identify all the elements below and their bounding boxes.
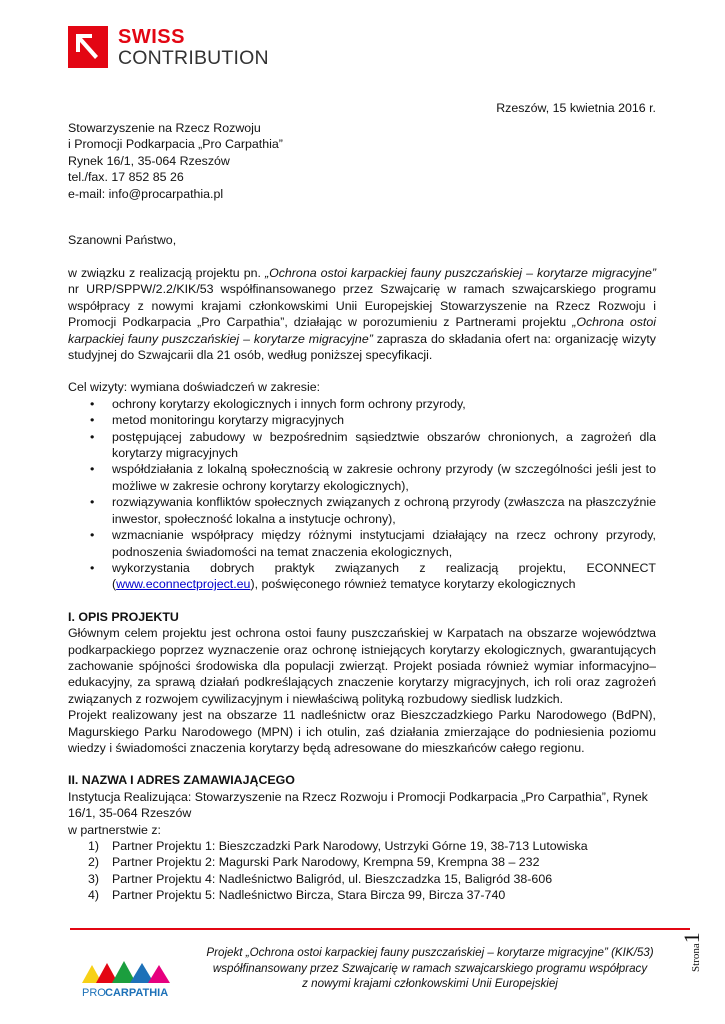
logo-swiss-text: SWISS [118, 26, 185, 48]
bullet-icon: • [90, 495, 95, 510]
project-title: „Ochrona ostoi karpackiej fauny puszczańskiej – korytarze migracyjne” [68, 315, 657, 346]
section-paragraph: Głównym celem projektu jest ochrona ostoi fauny puszczańskiej w Karpatach na obszarze województwa podkarpackiego poprzez wyznaczenie oraz ochronę istniejących korytarzy ekologicznych, gwarantujących zachowanie spójności środowiska dla populacji zwierząt. Projekt posiada również wymiar informacyjno–edukacyjny, za sprawą działań podkreślających znaczenie korytarzy migracyjnych, ich roli oraz zagrożeń związanych z rozwojem cywilizacyjnym i niewłaściwą polityką rozbudowy siedlisk ludzkich. [68, 626, 656, 706]
section-paragraph: Projekt realizowany jest na obszarze 11 nadleśnictw oraz Bieszczadzkiego Parku Narodowego (BdPN), Magurskiego Parku Narodowego (MPN) i ich otulin, zaś działania zmierzające do podniesienia poziomu wiedzy i świadomości znaczenia korytarzy będą adresowane do mieszkańców całego regionu. [68, 708, 656, 755]
footer-divider [70, 928, 690, 930]
sender-line: Rynek 16/1, 35-064 Rzeszów [68, 153, 230, 168]
list-item: • ochrony korytarzy ekologicznych i innych form ochrony przyrody, [90, 396, 466, 411]
list-item: • rozwiązywania konfliktów społecznych związanych z ochroną przyrody (zwłaszcza na płaszczyźnie inwestor, społeczność lokalna a instytucje ochrony), [90, 495, 656, 526]
partners-list [68, 838, 656, 904]
page-label: Strona [690, 943, 702, 972]
footer-line: współfinansowany przez Szwajcarię w ramach szwajcarskiego programu współpracy [212, 961, 648, 975]
letter-body [68, 265, 656, 904]
bullet-icon: • [90, 560, 95, 575]
sender-email: e-mail: info@procarpathia.pl [68, 186, 224, 201]
list-item: 3) Partner Projektu 4: Nadleśnictwo Baligród, ul. Bieszczadzka 15, Baligród 38-606 [88, 871, 553, 886]
section-paragraph: w partnerstwie z: [68, 822, 161, 837]
footer-note [190, 945, 670, 992]
goal-heading: Cel wizyty: wymiana doświadczeń w zakresie: [68, 380, 321, 395]
econnect-link[interactable]: www.econnectproject.eu [116, 577, 251, 592]
project-title: „Ochrona ostoi karpackiej fauny puszczańskiej – korytarze migracyjne” [264, 266, 656, 280]
list-item: • metod monitoringu korytarzy migracyjnych [90, 413, 345, 428]
sender-line: tel./fax. 17 852 85 26 [68, 170, 184, 185]
list-item: • postępującej zabudowy w bezpośrednim sąsiedztwie obszarów chronionych, a zagrożeń dla korytarzy migracyjnych [90, 429, 656, 461]
list-item: 4) Partner Projektu 5: Nadleśnictwo Bircza, Stara Bircza 99, Bircza 37-740 [88, 888, 506, 903]
swiss-cross-icon [68, 26, 108, 68]
list-item: 1) Partner Projektu 1: Bieszczadzki Park Narodowy, Ustrzyki Górne 19, 38-713 Lutowiska [88, 839, 588, 853]
sender-address [68, 120, 283, 202]
list-item: • wzmacnianie współpracy między różnymi instytucjami działający na rzecz ochrony przyrody, podnoszenia świadomości na temat znaczenia ekologicznych, [90, 528, 656, 559]
letter-date: Rzeszów, 15 kwietnia 2016 r. [496, 101, 656, 115]
goal-list [68, 396, 656, 593]
logo-pro-text: PRO [82, 987, 106, 999]
bullet-icon: • [90, 429, 95, 444]
swiss-contribution-logo [68, 26, 269, 68]
list-item: • wykorzystania dobrych praktyk związanych z realizacją projektu, ECONNECT (www.econnectproject.eu), poświęconego również tematyce korytarzy ekologicznych [90, 560, 656, 592]
section-heading: I. OPIS PROJEKTU [68, 609, 179, 624]
section-heading: II. NAZWA I ADRES ZAMAWIAJĄCEGO [68, 773, 295, 788]
bullet-icon: • [90, 462, 95, 477]
footer-line: Projekt „Ochrona ostoi karpackiej fauny puszczańskiej – korytarze migracyjne” (KIK/53) [206, 946, 654, 959]
pro-carpathia-logo [78, 955, 178, 1000]
list-item: 2) Partner Projektu 2: Magurski Park Narodowy, Krempna 59, Krempna 38 – 232 [88, 855, 540, 870]
intro-paragraph: w związku z realizacją projektu pn. „Ochrona ostoi karpackiej fauny puszczańskiej – korytarze migracyjne” nr URP/SPPW/2.2/KIK/53 współfinansowanego przez Szwajcarię w ramach szwajcarskiego programu współpracy z nowymi krajami członkowskimi Unii Europejskiej Stowarzyszenie na Rzecz Rozwoju i Promocji Podkarpacia „Pro Carpathia”, działając w porozumieniu z Partnerami projektu „Ochrona ostoi karpackiej fauny puszczańskiej – korytarze migracyjne” zaprasza do składania ofert na: organizację wizyty studyjnej do Szwajcarii dla 21 osób, według poniższej specyfikacji. [68, 266, 657, 363]
sender-line: Stowarzyszenie na Rzecz Rozwoju [68, 121, 261, 135]
bullet-icon: • [90, 396, 95, 411]
sender-line: i Promocji Podkarpacia „Pro Carpathia” [68, 137, 283, 152]
list-item: • współdziałania z lokalną społecznością w zakresie ochrony przyrody (w szczególności jeśli jest to możliwe w zakresie ochrony korytarzy ekologicznych), [90, 462, 656, 493]
greeting: Szanowni Państwo, [68, 233, 177, 247]
bullet-icon: • [90, 528, 95, 543]
footer-line: z nowymi krajami członkowskimi Unii Europejskiej [302, 977, 558, 990]
page-number-value: 1 [679, 932, 704, 944]
mountains-icon [78, 955, 178, 1000]
logo-carpathia-text: CARPATHIA [105, 987, 169, 999]
section-paragraph: Instytucja Realizująca: Stowarzyszenie na Rzecz Rozwoju i Promocji Podkarpacia „Pro Carpathia”, Rynek 16/1, 35-064 Rzeszów [68, 789, 648, 821]
bullet-icon: • [90, 413, 95, 428]
page-number [679, 912, 724, 972]
logo-contribution-text: CONTRIBUTION [118, 47, 269, 69]
